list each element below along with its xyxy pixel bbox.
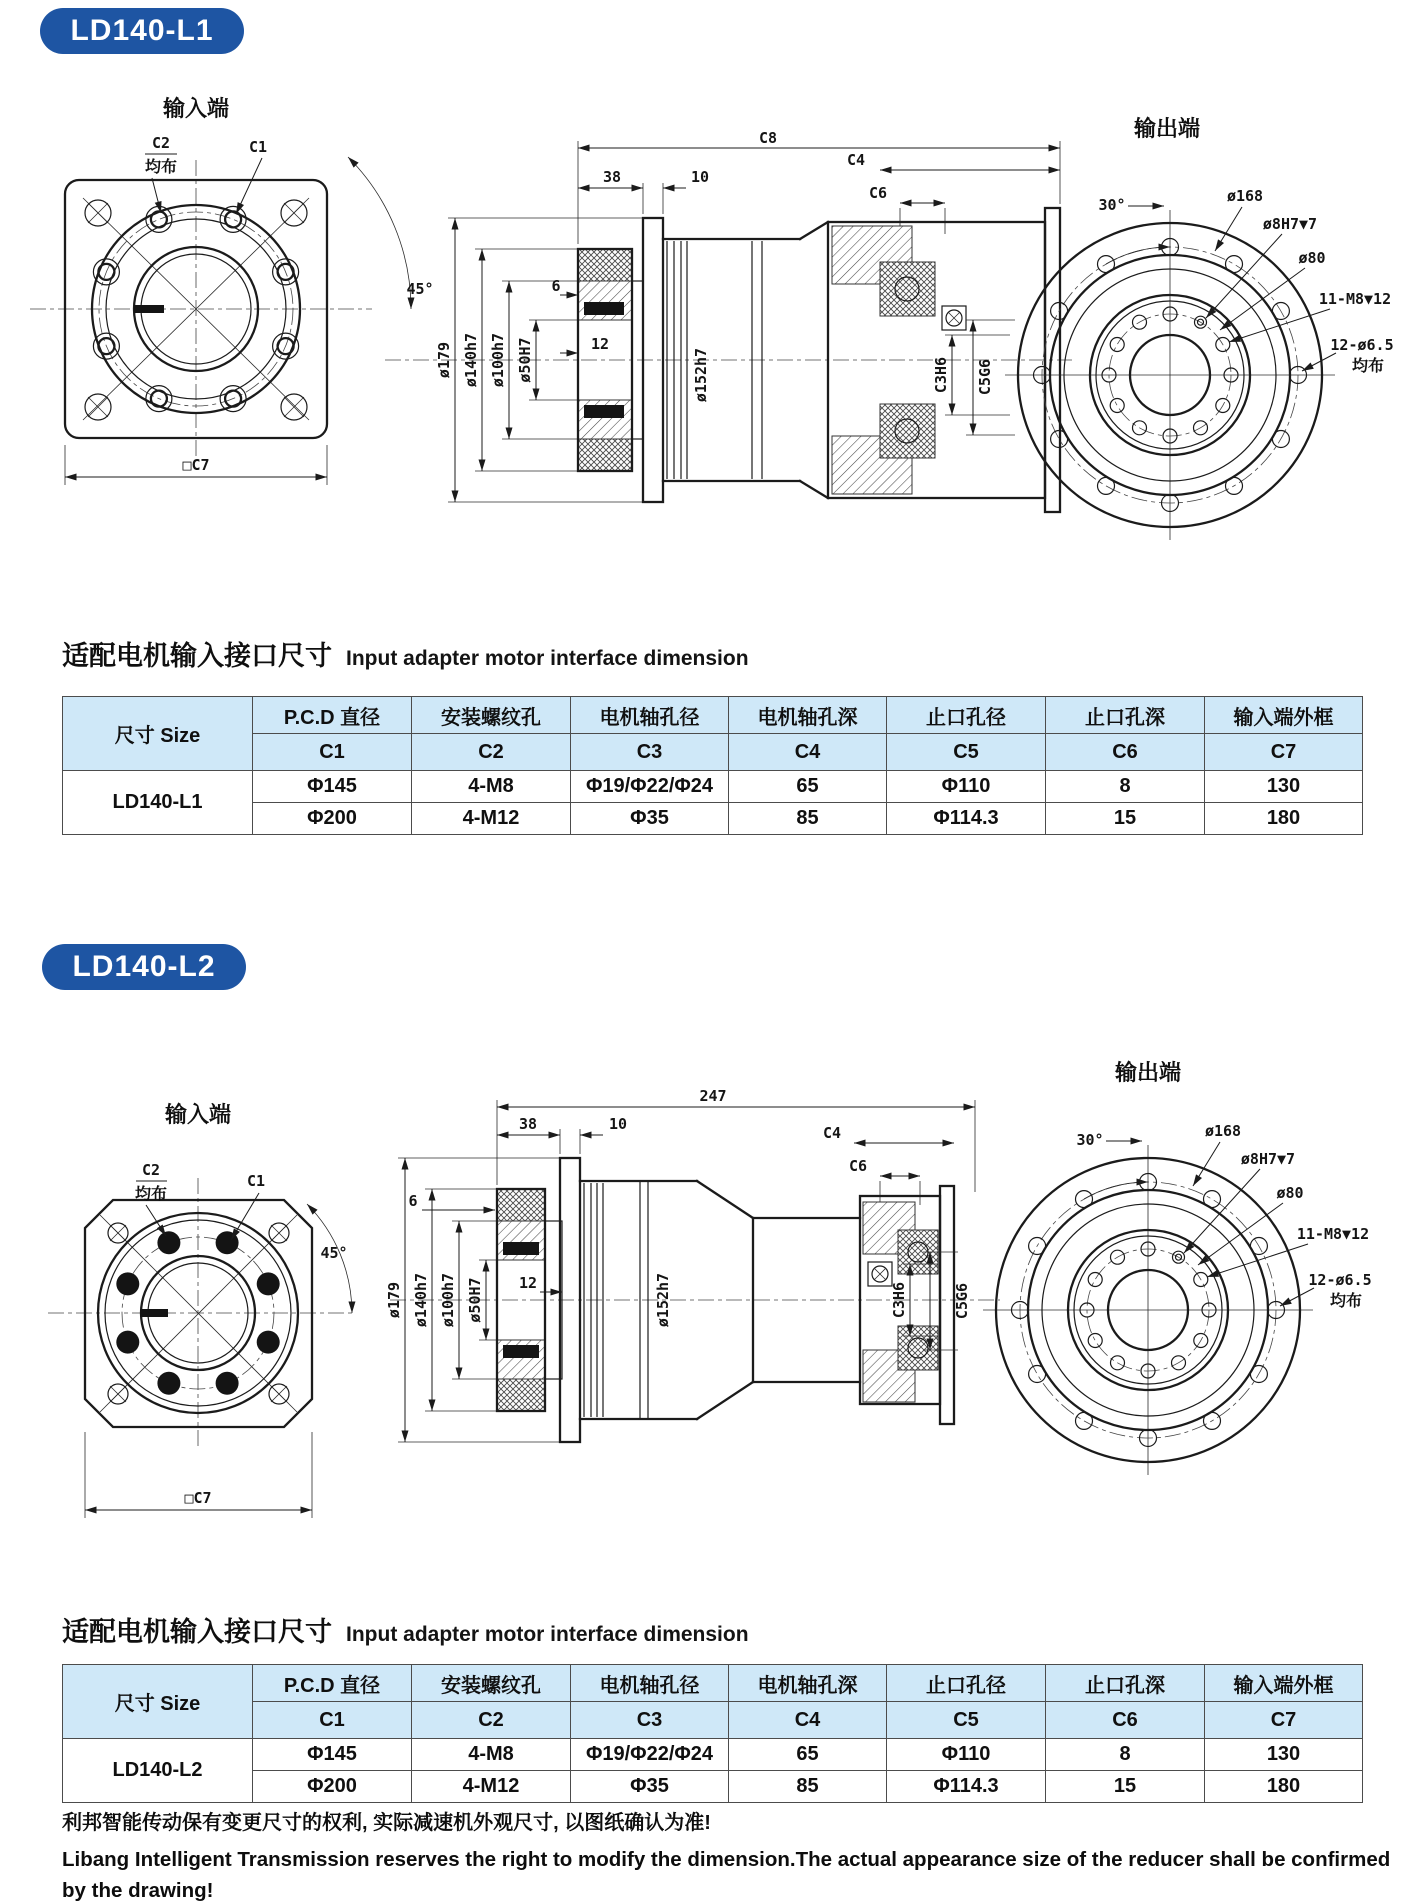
- l2-output-view-title: 输出端: [1114, 1061, 1182, 1086]
- l1-label-30deg: 30°: [1098, 196, 1126, 214]
- l1-label-dia168: ø168: [1226, 187, 1264, 205]
- l1-output-end-view: [1005, 116, 1394, 540]
- col-header: 电机轴孔深: [729, 697, 887, 734]
- l1-dim-6: 6: [551, 277, 561, 295]
- l1-dim-12: 12: [590, 335, 610, 353]
- footer-disclaimer: [62, 1806, 1418, 1904]
- l2-output-end-view: [983, 1060, 1372, 1475]
- l1-label-thread: 11-M8▼12: [1318, 290, 1392, 308]
- l2-dim-6: 6: [408, 1192, 418, 1210]
- col-subheader: C5: [887, 1702, 1046, 1739]
- table-cell: 4-M8: [412, 771, 571, 803]
- table-cell: 130: [1205, 771, 1363, 803]
- footer-text-en: Libang Intelligent Transmission reserves the right to modify the dimension.The actual appearance size of the reducer shall be confirmed by the drawing!: [62, 1848, 1391, 1902]
- col-subheader: C5: [887, 734, 1046, 771]
- col-header: 输入端外框: [1205, 697, 1363, 734]
- col-header: 安装螺纹孔: [412, 1665, 571, 1702]
- table-cell: 8: [1046, 1739, 1205, 1771]
- col-subheader: C6: [1046, 734, 1205, 771]
- table-cell: Φ200: [253, 1771, 412, 1803]
- model-badge-ld140-l1: [40, 8, 244, 54]
- l1-dim-38: 38: [602, 168, 622, 186]
- table-cell: Φ114.3: [887, 803, 1046, 835]
- col-header: P.C.D 直径: [253, 697, 412, 734]
- l1-dim-dia179: ø179: [435, 341, 453, 379]
- l1-section-view: [385, 129, 1072, 512]
- l1-dimension-table: [62, 696, 1362, 835]
- l2-label-dia168: ø168: [1204, 1122, 1242, 1140]
- table-cell: 180: [1205, 1771, 1363, 1803]
- l2-label-dowel: ø8H7▼7: [1240, 1150, 1296, 1168]
- col-header: 电机轴孔径: [571, 697, 729, 734]
- table-cell: 8: [1046, 771, 1205, 803]
- table-cell: Φ35: [571, 1771, 729, 1803]
- table-cell: 65: [729, 771, 887, 803]
- model-badge-ld140-l2: [42, 944, 246, 990]
- l1-dim-dia140: ø140h7: [462, 332, 480, 388]
- col-header: 输入端外框: [1205, 1665, 1363, 1702]
- col-subheader: C3: [571, 734, 729, 771]
- col-header: 电机轴孔径: [571, 1665, 729, 1702]
- col-subheader: C7: [1205, 734, 1363, 771]
- l1-label-c2: C2: [151, 134, 171, 152]
- col-header: 止口孔径: [887, 697, 1046, 734]
- l1-dim-c7: □C7: [182, 456, 210, 474]
- col-header: 止口孔深: [1046, 697, 1205, 734]
- l1-dim-dia50: ø50H7: [516, 337, 534, 383]
- table-cell: 15: [1046, 803, 1205, 835]
- table-title-zh: 适配电机输入接口尺寸: [62, 641, 332, 671]
- col-header: 安装螺纹孔: [412, 697, 571, 734]
- l2-dimension-table: [62, 1664, 1362, 1803]
- l1-dim-10: 10: [690, 168, 710, 186]
- table-cell: 85: [729, 1771, 887, 1803]
- l2-label-45deg: 45°: [320, 1244, 348, 1262]
- l2-section-view: [385, 1087, 1000, 1442]
- l2-label-holes: 12-ø6.5: [1308, 1271, 1372, 1289]
- l1-label-dowel: ø8H7▼7: [1262, 215, 1318, 233]
- l1-table-title: [62, 634, 749, 673]
- l2-label-30deg: 30°: [1076, 1131, 1104, 1149]
- row-label: LD140-L1: [63, 771, 253, 835]
- col-header: 止口孔径: [887, 1665, 1046, 1702]
- l1-output-view-title: 输出端: [1133, 117, 1201, 142]
- l2-label-thread: 11-M8▼12: [1296, 1225, 1370, 1243]
- l2-dim-12: 12: [518, 1274, 538, 1292]
- l1-input-end-view: [30, 96, 434, 485]
- table-cell: Φ145: [253, 1739, 412, 1771]
- l2-label-c1: C1: [246, 1172, 266, 1190]
- col-header: P.C.D 直径: [253, 1665, 412, 1702]
- col-subheader: C3: [571, 1702, 729, 1739]
- model-badge-label: LD140-L2: [72, 950, 216, 983]
- l1-label-holes-note: 均布: [1351, 356, 1385, 375]
- l2-dim-10: 10: [608, 1115, 628, 1133]
- table-cell: 65: [729, 1739, 887, 1771]
- col-header: 止口孔深: [1046, 1665, 1205, 1702]
- table-cell: 85: [729, 803, 887, 835]
- l2-dim-dia179: ø179: [385, 1281, 403, 1319]
- l2-dim-total: 247: [699, 1087, 727, 1105]
- table-cell: 4-M12: [412, 1771, 571, 1803]
- table-title-zh: 适配电机输入接口尺寸: [62, 1617, 332, 1647]
- col-header: 电机轴孔深: [729, 1665, 887, 1702]
- table-cell: Φ145: [253, 771, 412, 803]
- l1-label-c1: C1: [248, 138, 268, 156]
- l1-dim-c6: C6: [868, 184, 888, 202]
- l1-label-c2-note: 均布: [144, 157, 178, 176]
- col-subheader: C1: [253, 734, 412, 771]
- l2-dim-dia50: ø50H7: [466, 1277, 484, 1323]
- l2-table-title: [62, 1610, 749, 1649]
- table-cell: Φ19/Φ22/Φ24: [571, 1739, 729, 1771]
- table-title-en: Input adapter motor interface dimension: [346, 647, 749, 670]
- row-label: LD140-L2: [63, 1739, 253, 1803]
- col-header-size: 尺寸 Size: [63, 1665, 253, 1739]
- l2-dim-38: 38: [518, 1115, 538, 1133]
- l1-input-view-title: 输入端: [162, 97, 230, 122]
- l1-dim-dia100: ø100h7: [489, 332, 507, 388]
- l2-label-c2-note: 均布: [134, 1184, 168, 1203]
- col-subheader: C6: [1046, 1702, 1205, 1739]
- l1-label-dia80: ø80: [1298, 249, 1326, 267]
- l2-dim-c6: C6: [848, 1157, 868, 1175]
- table-cell: 4-M12: [412, 803, 571, 835]
- col-subheader: C4: [729, 1702, 887, 1739]
- col-subheader: C7: [1205, 1702, 1363, 1739]
- l1-dim-c4: C4: [846, 151, 866, 169]
- footer-text-zh: 利邦智能传动保有变更尺寸的权利, 实际减速机外观尺寸, 以图纸确认为准!: [62, 1812, 711, 1834]
- l1-label-45deg: 45°: [406, 280, 434, 298]
- l2-dim-c5fit: C5G6: [953, 1282, 971, 1320]
- table-title-en: Input adapter motor interface dimension: [346, 1623, 749, 1646]
- l1-dim-dia152: ø152h7: [692, 347, 710, 403]
- col-subheader: C2: [412, 734, 571, 771]
- l2-input-end-view: [48, 1102, 352, 1518]
- l2-dim-c3fit: C3H6: [890, 1281, 908, 1319]
- table-cell: Φ110: [887, 771, 1046, 803]
- table-cell: Φ200: [253, 803, 412, 835]
- l2-dim-c4: C4: [822, 1124, 842, 1142]
- l2-label-c2: C2: [141, 1161, 161, 1179]
- col-header-size: 尺寸 Size: [63, 697, 253, 771]
- table-cell: 4-M8: [412, 1739, 571, 1771]
- l2-dim-dia100: ø100h7: [439, 1272, 457, 1328]
- l2-dim-dia152: ø152h7: [654, 1272, 672, 1328]
- table-cell: Φ19/Φ22/Φ24: [571, 771, 729, 803]
- table-cell: Φ35: [571, 803, 729, 835]
- l2-dim-c7: □C7: [184, 1489, 212, 1507]
- table-cell: Φ110: [887, 1739, 1046, 1771]
- l1-dim-c3fit: C3H6: [932, 356, 950, 394]
- l1-label-holes: 12-ø6.5: [1330, 336, 1394, 354]
- l2-label-holes-note: 均布: [1329, 1291, 1363, 1310]
- col-subheader: C1: [253, 1702, 412, 1739]
- table-cell: 130: [1205, 1739, 1363, 1771]
- l1-dim-c8: C8: [758, 129, 778, 147]
- table-cell: 180: [1205, 803, 1363, 835]
- l2-dim-dia140: ø140h7: [412, 1272, 430, 1328]
- l1-dim-c5fit: C5G6: [976, 358, 994, 396]
- col-subheader: C4: [729, 734, 887, 771]
- l2-label-dia80: ø80: [1276, 1184, 1304, 1202]
- table-cell: 15: [1046, 1771, 1205, 1803]
- l2-input-view-title: 输入端: [164, 1103, 232, 1128]
- col-subheader: C2: [412, 1702, 571, 1739]
- model-badge-label: LD140-L1: [70, 14, 214, 47]
- table-cell: Φ114.3: [887, 1771, 1046, 1803]
